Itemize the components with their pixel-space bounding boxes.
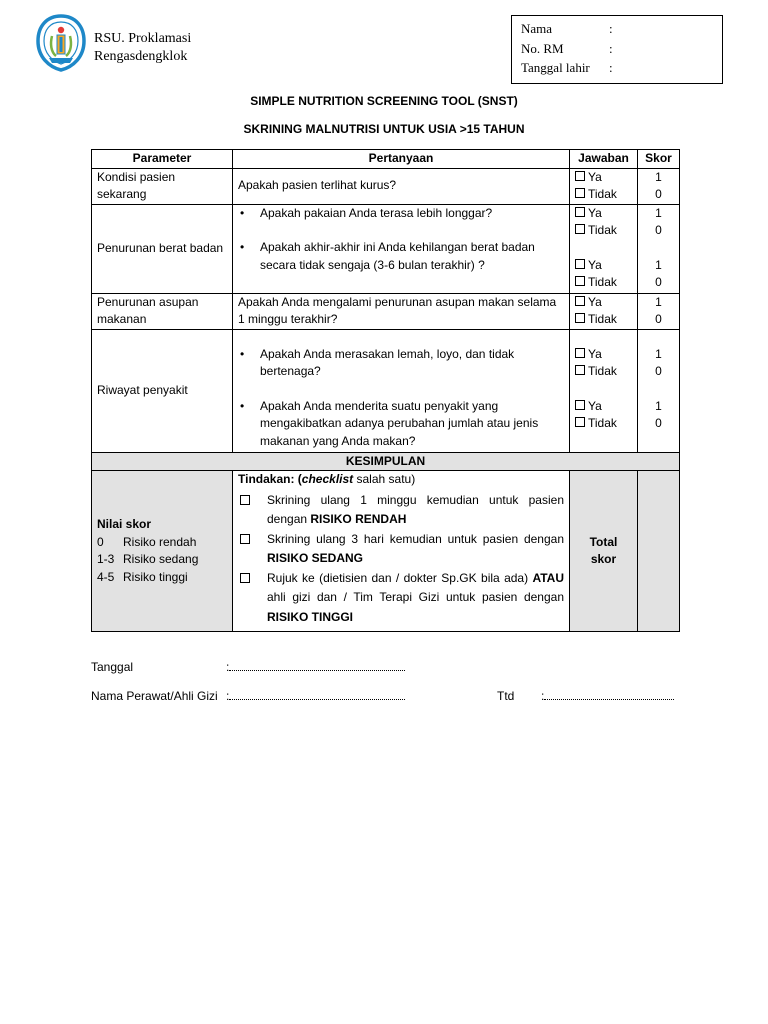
header-answer: Jawaban (570, 150, 638, 169)
checkbox-icon[interactable] (575, 417, 585, 427)
score-legend-high: 4-5 Risiko tinggi (97, 569, 188, 584)
row2-question2: • Apakah akhir-akhir ini Anda kehilangan berat badan secara tidak sengaja (3-6 bulan terakhir) ? (238, 239, 564, 274)
row2-scores: 1 0 1 0 (638, 204, 680, 293)
action-cell (233, 471, 570, 632)
nurse-input-line[interactable] (229, 689, 405, 700)
patient-rm-label: No. RM (521, 41, 564, 56)
bullet-icon: • (240, 205, 245, 220)
row3-no-option[interactable]: Tidak (575, 311, 632, 329)
row1-answers (570, 168, 638, 204)
checkbox-icon[interactable] (575, 276, 585, 286)
hospital-name-line1: RSU. Proklamasi (94, 31, 192, 46)
table-header-row (92, 150, 680, 169)
row2b-no-option[interactable]: Tidak (575, 274, 632, 292)
score-legend-medium: 1-3 Risiko sedang (97, 552, 199, 566)
conclusion-row (92, 471, 680, 632)
date-label: Tanggal (91, 660, 134, 674)
date-input-line[interactable] (229, 660, 405, 671)
row1-scores: 1 0 (638, 168, 680, 204)
checkbox-icon[interactable] (240, 534, 250, 544)
action-title: Tindakan: (checklist salah satu) (238, 472, 416, 486)
header-parameter: Parameter (92, 150, 233, 169)
table-row (92, 293, 680, 329)
row4-answers (570, 329, 638, 452)
checkbox-icon[interactable] (575, 188, 585, 198)
row4-question2: • Apakah Anda menderita suatu penyakit yang mengakibatkan adanya perubahan jumlah atau jenis makanan yang Anda makan? (238, 398, 564, 451)
checkbox-icon[interactable] (575, 259, 585, 269)
row4b-yes-option[interactable]: Ya (575, 398, 632, 416)
action-option-medium[interactable]: Skrining ulang 3 hari kemudian untuk pasien dengan RISIKO SEDANG (238, 530, 564, 569)
checkbox-icon[interactable] (575, 296, 585, 306)
patient-rm-value[interactable]: : (609, 41, 613, 56)
row4-questions (233, 329, 570, 452)
total-score-value[interactable] (638, 471, 680, 632)
checkbox-icon[interactable] (575, 365, 585, 375)
date-field: Tanggal : (91, 660, 405, 674)
row3-yes-option[interactable]: Ya (575, 294, 632, 312)
table-row (92, 329, 680, 452)
table-row (92, 168, 680, 204)
score-legend (92, 471, 233, 632)
header-score: Skor (638, 150, 680, 169)
row2-question1: • Apakah pakaian Anda terasa lebih longgar? (238, 205, 564, 223)
row3-question: Apakah Anda mengalami penurunan asupan makan selama 1 minggu terakhir? (233, 293, 570, 329)
row1-parameter: Kondisi pasien sekarang (92, 168, 233, 204)
row2-answers (570, 204, 638, 293)
row4b-no-option[interactable]: Tidak (575, 415, 632, 433)
header-question: Pertanyaan (233, 150, 570, 169)
row2a-yes-option[interactable]: Ya (575, 205, 632, 223)
bullet-icon: • (240, 398, 245, 413)
checkbox-icon[interactable] (575, 171, 585, 181)
row3-parameter: Penurunan asupan makanan (92, 293, 233, 329)
row3-scores: 1 0 (638, 293, 680, 329)
signature-input-line[interactable] (544, 689, 674, 700)
screening-table (91, 149, 680, 632)
form-title: SIMPLE NUTRITION SCREENING TOOL (SNST) (250, 94, 518, 108)
form-subtitle: SKRINING MALNUTRISI UNTUK USIA >15 TAHUN (243, 122, 525, 136)
signature-label: Ttd (497, 689, 515, 703)
checkbox-icon[interactable] (575, 224, 585, 234)
patient-dob-label: Tanggal lahir (521, 60, 590, 75)
action-option-low[interactable]: Skrining ulang 1 minggu kemudian untuk pasien dengan RISIKO RENDAH (238, 491, 564, 530)
patient-dob-row (521, 60, 613, 76)
row2-questions (233, 204, 570, 293)
conclusion-header-row (92, 452, 680, 471)
score-legend-low: 0 Risiko rendah (97, 534, 197, 549)
hospital-logo (35, 14, 87, 72)
score-legend-title: Nilai skor (97, 517, 152, 531)
row2-parameter: Penurunan berat badan (92, 204, 233, 293)
patient-info-box (511, 15, 723, 84)
patient-rm-row (521, 41, 613, 57)
row4-scores: 1 0 1 0 (638, 329, 680, 452)
row2a-no-option[interactable]: Tidak (575, 222, 632, 240)
row4-question1: • Apakah Anda merasakan lemah, loyo, dan tidak bertenaga? (238, 346, 564, 381)
checkbox-icon[interactable] (575, 348, 585, 358)
conclusion-header: KESIMPULAN (92, 452, 680, 471)
hospital-name (94, 30, 191, 66)
total-score-label: Total skor (570, 471, 638, 632)
row4a-no-option[interactable]: Tidak (575, 363, 632, 381)
bullet-icon: • (240, 240, 245, 254)
nurse-field: Nama Perawat/Ahli Gizi : (91, 689, 405, 703)
row1-yes-option[interactable]: Ya (575, 169, 632, 187)
bullet-icon: • (240, 346, 245, 361)
checkbox-icon[interactable] (575, 313, 585, 323)
patient-dob-value[interactable]: : (609, 60, 613, 75)
row1-question: Apakah pasien terlihat kurus? (233, 168, 570, 204)
patient-name-label: Nama (521, 21, 553, 36)
checkbox-icon[interactable] (240, 495, 250, 505)
row1-no-option[interactable]: Tidak (575, 186, 632, 204)
patient-name-row (521, 21, 613, 37)
nurse-label: Nama Perawat/Ahli Gizi (91, 689, 218, 703)
patient-name-value[interactable]: : (609, 21, 613, 36)
row3-answers (570, 293, 638, 329)
row2b-yes-option[interactable]: Ya (575, 257, 632, 275)
row4-parameter: Riwayat penyakit (92, 329, 233, 452)
checkbox-icon[interactable] (575, 400, 585, 410)
checkbox-icon[interactable] (240, 573, 250, 583)
hospital-name-line2: Rengasdengklok (94, 49, 188, 64)
table-row (92, 204, 680, 293)
signature-field: Ttd : (497, 689, 674, 703)
row4a-yes-option[interactable]: Ya (575, 346, 632, 364)
action-option-high[interactable]: Rujuk ke (dietisien dan / dokter Sp.GK bila ada) ATAU ahli gizi dan / Tim Terapi Gizi untuk pasien dengan RISIKO TINGGI (238, 569, 564, 628)
checkbox-icon[interactable] (575, 207, 585, 217)
